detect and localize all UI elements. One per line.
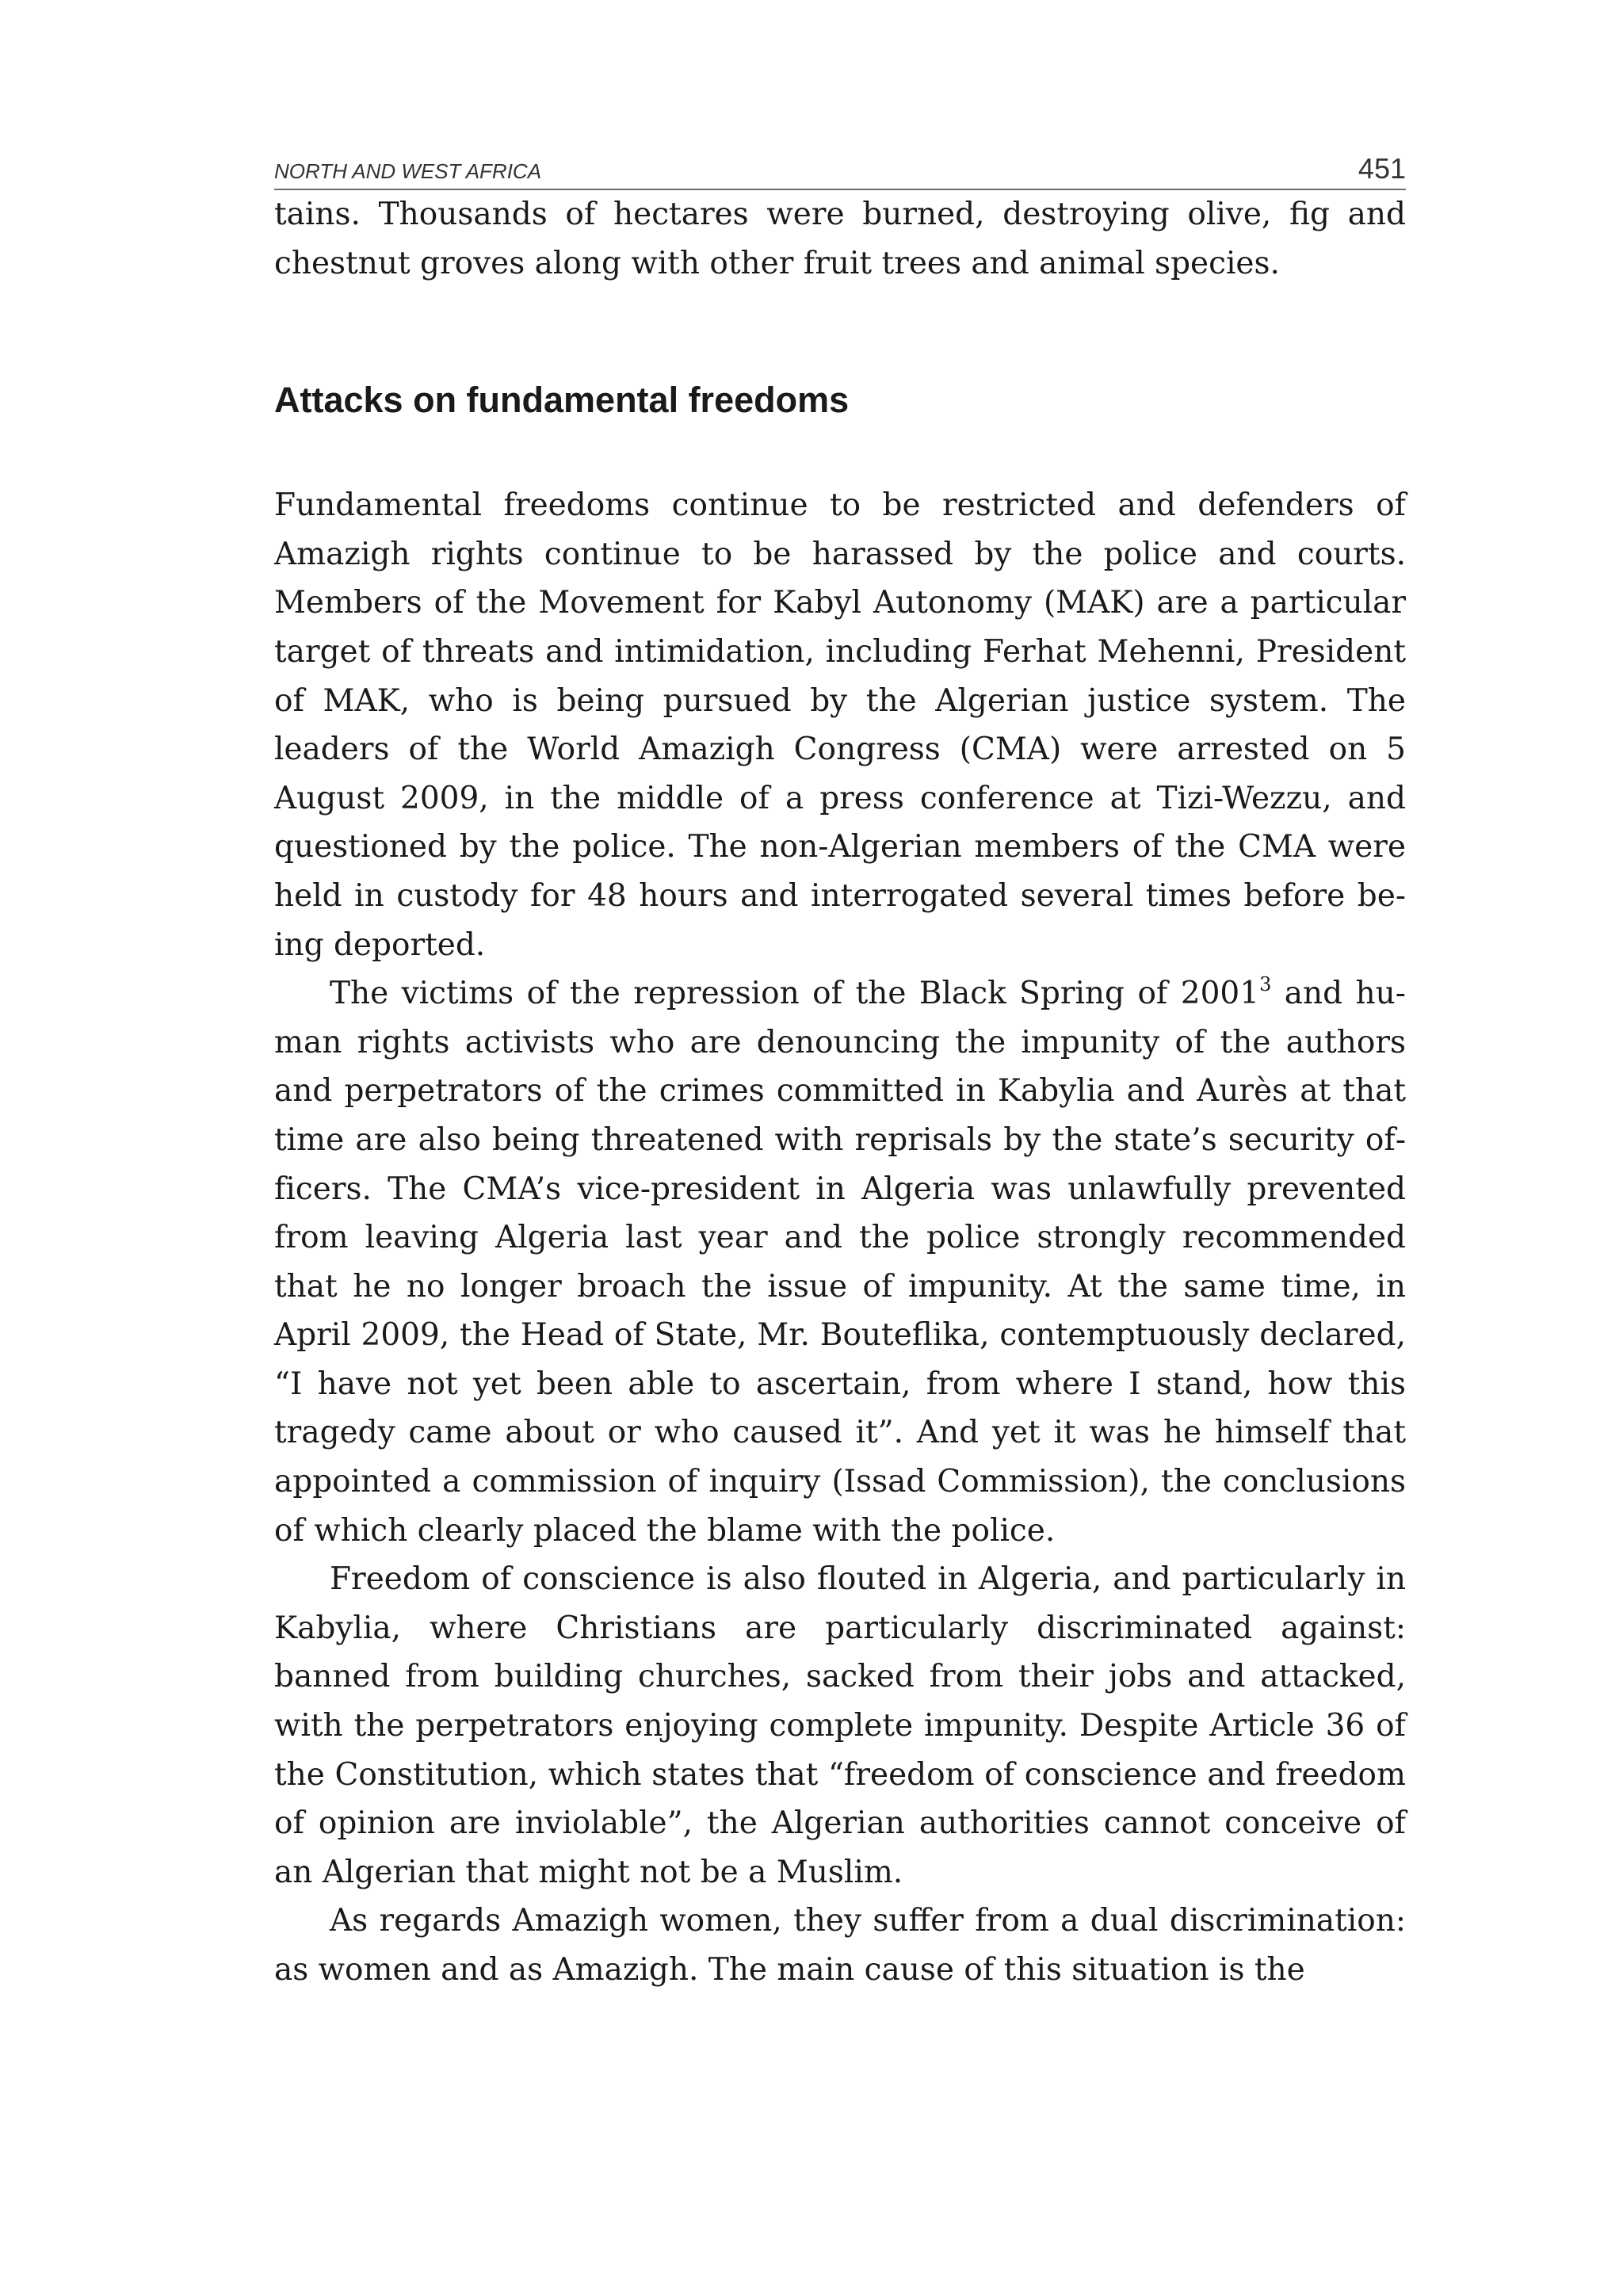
running-header-title: NORTH AND WEST AFRICA — [274, 159, 542, 183]
body-text — [274, 190, 1406, 1995]
section-body — [274, 481, 1406, 1994]
section-heading: Attacks on fundamental freedoms — [274, 380, 850, 421]
paragraph-4: As regards Amazigh women, they suffer from a dual discrimination: as women and as Amazigh. The main cause of this situation is the — [274, 1903, 1406, 1988]
paragraph-1: Fundamental freedoms continue to be restricted and defenders of Amazigh rights continue to be harassed by the police and courts. Members of the Movement for Kabyl Autonomy (MAK) are a particular target of threats and intimidation, including Ferhat Mehenni, President of MAK, who is being pursued by the Algerian justice system. The leaders of the World Amazigh Congress (CMA) were arrested on 5 August 2009, in the middle of a press conference at Tizi-Wezzu, and questioned by the police. The non-Algerian members of the CMA were held in custody for 48 hours and interrogated several times before being deported. — [274, 487, 1406, 963]
running-header — [274, 151, 1406, 190]
page-number: 451 — [1358, 152, 1406, 185]
paragraph-2-text-start: The victims of the repression of the Black Spring of 2001 — [330, 976, 1260, 1012]
paragraph-3: Freedom of conscience is also flouted in Algeria, and particularly in Kabylia, where Christians are particularly discriminated against: banned from building churches, sacked from their jobs and attacked, with the perpetrators enjoying complete impunity. Despite Article 36 of the Constitution, which states that “freedom of conscience and freedom of opinion are inviolable”, the Algerian authorities cannot conceive of an Algerian that might not be a Muslim. — [274, 1561, 1406, 1890]
paragraph-2-text-end: and human rights activists who are denouncing the impunity of the authors and perpetrators of the crimes committed in Kabylia and Aurès at that time are also being threatened with reprisals by the state’s security officers. The CMA’s vice-president in Algeria was unlawfully prevented from leaving Algeria last year and the police strongly recommended that he no longer broach the issue of impunity. At the same time, in April 2009, the Head of State, Mr. Bouteflika, contemptuously declared, “I have not yet been able to ascertain, from where I stand, how this tragedy came about or who caused it”. And yet it was he himself that appointed a commission of inquiry (Issad Commission), the conclusions of which clearly placed the blame with the police. — [274, 976, 1406, 1549]
footnote-marker: 3 — [1259, 973, 1272, 996]
book-page — [274, 151, 1406, 1995]
paragraph-2 — [274, 969, 1406, 1555]
intro-paragraph: tains. Thousands of hectares were burned, destroying olive, fig and chestnut groves along with other fruit trees and animal species. — [274, 197, 1406, 281]
